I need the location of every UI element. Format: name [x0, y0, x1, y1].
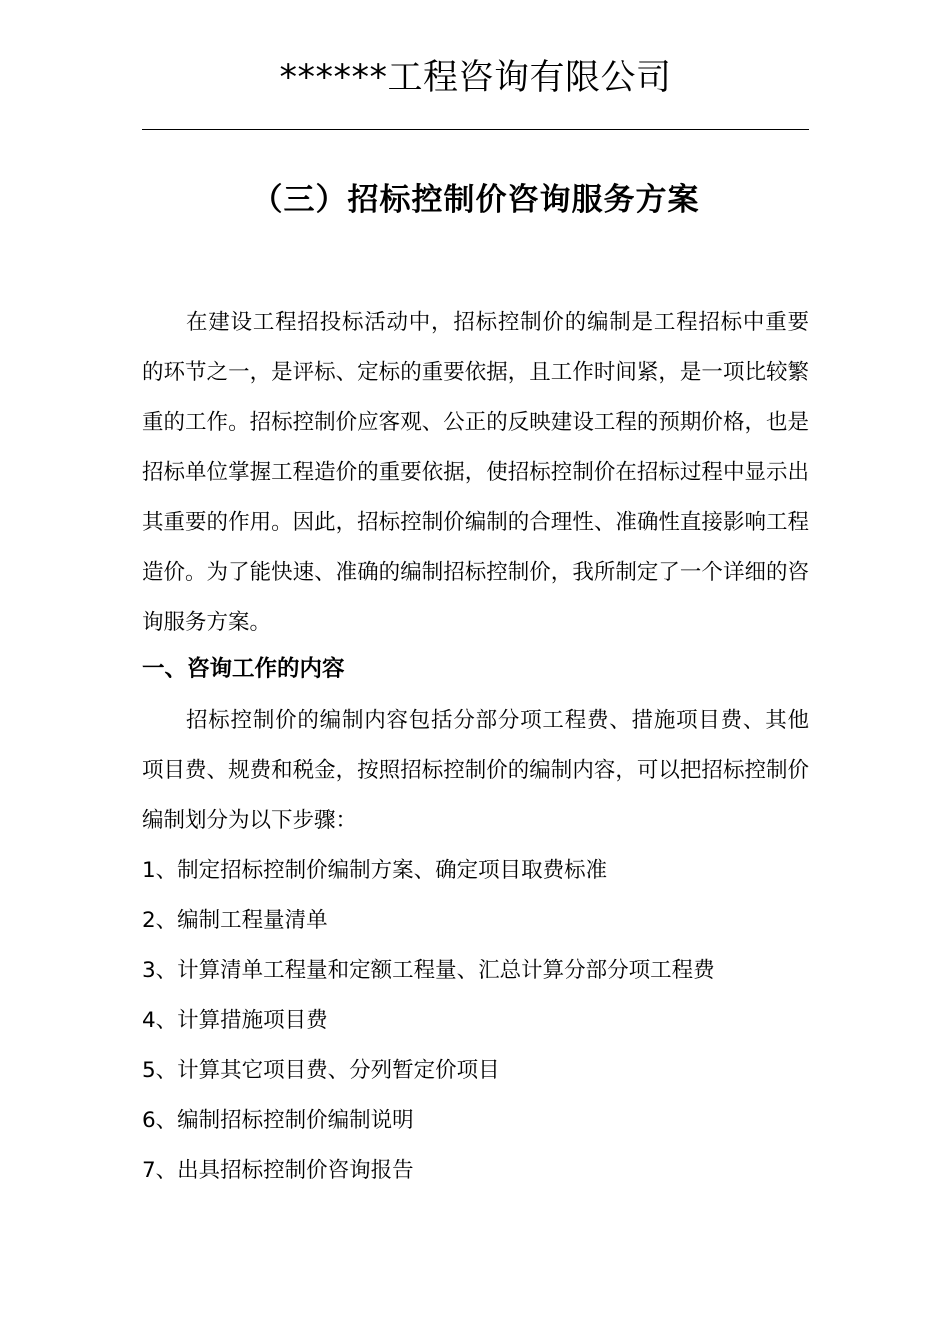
list-item: 7、出具招标控制价咨询报告 [142, 1158, 414, 1183]
steps-list [142, 846, 809, 1196]
list-item: 1、制定招标控制价编制方案、确定项目取费标准 [142, 858, 608, 883]
document-title: （三）招标控制价咨询服务方案 [251, 182, 700, 218]
list-item: 6、编制招标控制价编制说明 [142, 1108, 414, 1133]
company-header: ******工程咨询有限公司 [279, 58, 672, 98]
section-heading: 一、咨询工作的内容 [142, 656, 345, 682]
section-paragraph: 招标控制价的编制内容包括分部分项工程费、措施项目费、其他项目费、规费和税金，按照招标控制价的编制内容，可以把招标控制价编制划分为以下步骤： [142, 708, 809, 833]
list-item: 4、计算措施项目费 [142, 1008, 328, 1033]
list-item: 2、编制工程量清单 [142, 908, 328, 933]
list-item: 3、计算清单工程量和定额工程量、汇总计算分部分项工程费 [142, 958, 715, 983]
list-item: 5、计算其它项目费、分列暂定价项目 [142, 1058, 500, 1083]
header-divider [142, 129, 809, 130]
intro-paragraph: 在建设工程招投标活动中，招标控制价的编制是工程招标中重要的环节之一，是评标、定标的重要依据，且工作时间紧，是一项比较繁重的工作。招标控制价应客观、公正的反映建设工程的预期价格，也是招标单位掌握工程造价的重要依据，使招标控制价在招标过程中显示出其重要的作用。因此，招标控制价编制的合理性、准确性直接影响工程造价。为了能快速、准确的编制招标控制价，我所制定了一个详细的咨询服务方案。 [142, 310, 809, 635]
